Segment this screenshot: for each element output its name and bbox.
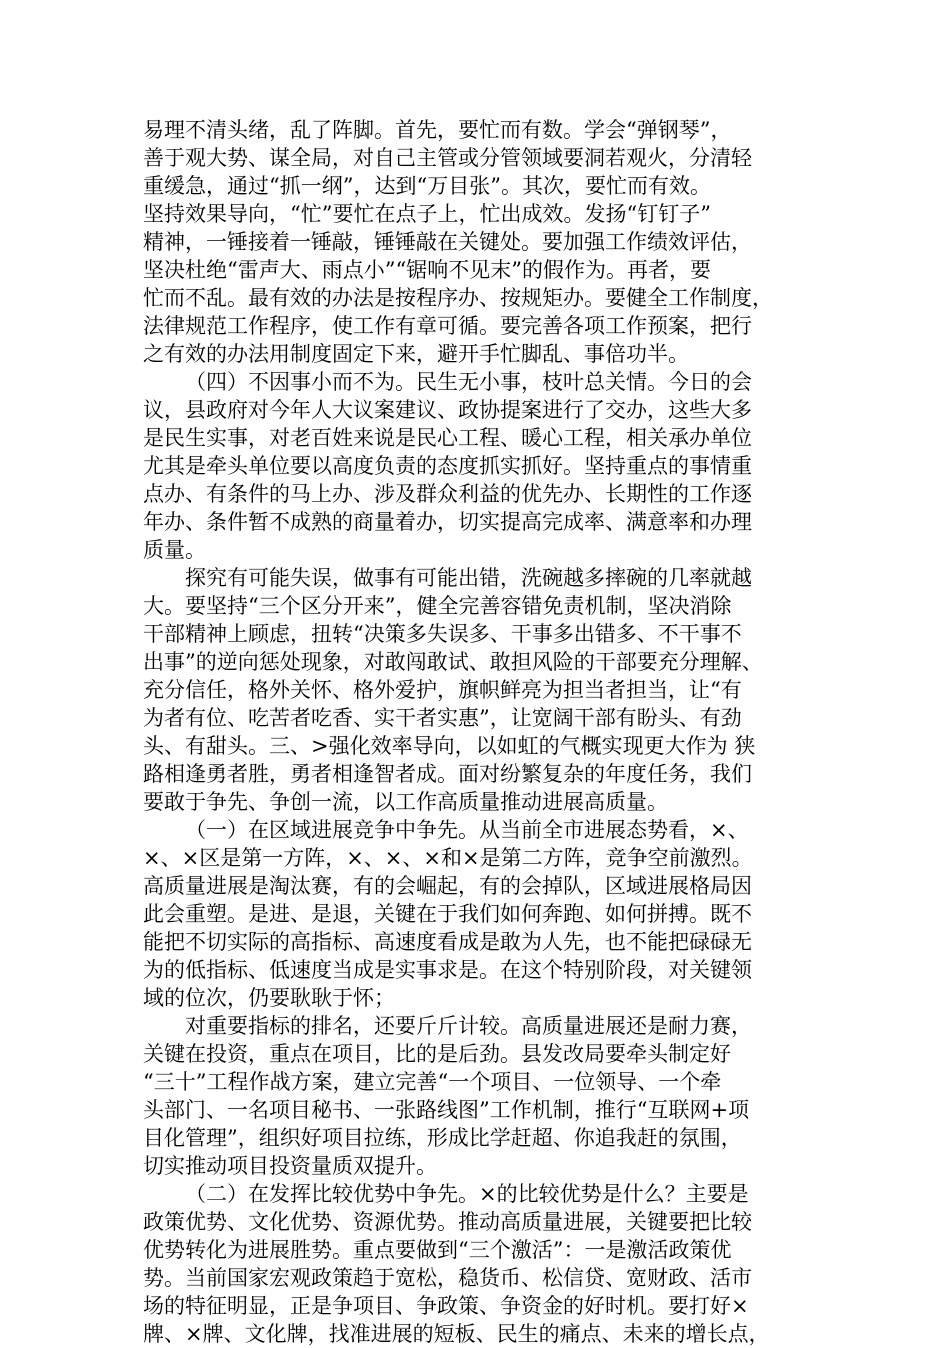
text-line: 重缓急，通过“抓一纲”，达到“万目张”。其次，要忙而有效。 [143,174,711,198]
text-line: 坚持效果导向，“忙”要忙在点子上，忙出成效。发扬“钉钉子” [143,202,711,226]
text-line: 域的位次，仍要耿耿于怀； [143,986,395,1010]
text-line: 年办、条件暂不成熟的商量着办，切实提高完成率、满意率和办理 [143,510,752,534]
text-line: 质量。 [143,538,206,562]
body-text [143,116,833,1348]
text-line: 之有效的办法用制度固定下来，避开手忙脚乱、事倍功半。 [143,342,689,366]
text-line: “三十”工程作战方案，建立完善“一个项目、一位领导、一个牵 [143,1070,722,1094]
text-line: （一）在区域进展竞争中争先。从当前全市进展态势看，×、 [185,818,749,842]
text-line: 势。当前国家宏观政策趋于宽松，稳货币、松信贷、宽财政、活市 [143,1266,752,1290]
text-line: ×、×区是第一方阵，×、×、×和×是第二方阵，竞争空前激烈。 [143,846,753,870]
text-line: 头部门、一名项目秘书、一张路线图”工作机制，推行“互联网+项 [143,1098,750,1122]
text-line: 牌、×牌、文化牌，找准进展的短板、民生的痛点、未来的增长点， [143,1322,770,1346]
text-line: （二）在发挥比较优势中争先。×的比较优势是什么？主要是 [185,1182,749,1206]
text-line: 是民生实事，对老百姓来说是民心工程、暖心工程，相关承办单位 [143,426,752,450]
text-line: 对重要指标的排名，还要斤斤计较。高质量进展还是耐力赛， [185,1014,752,1038]
text-line: 充分信任，格外关怀、格外爱护，旗帜鲜亮为担当者担当，让“有 [143,678,742,702]
text-line: 路相逢勇者胜，勇者相逢智者成。面对纷繁复杂的年度任务，我们 [143,762,752,786]
text-line: 善于观大势、谋全局，对自己主管或分管领域要洞若观火，分清轻 [143,146,752,170]
text-line: 探究有可能失误，做事有可能出错，洗碗越多摔碗的几率就越 [185,566,752,590]
text-line: 坚决杜绝“雷声大、雨点小”“锯响不见末”的假作为。再者，要 [143,258,711,282]
text-line: 此会重塑。是进、是退，关键在于我们如何奔跑、如何拼搏。既不 [143,902,752,926]
text-line: 出事”的逆向惩处现象，对敢闯敢试、敢担风险的干部要充分理解、 [143,650,763,674]
text-line: 大。要坚持“三个区分开来”，健全完善容错免责机制，坚决消除 [143,594,732,618]
text-line: 法律规范工作程序，使工作有章可循。要完善各项工作预案，把行 [143,314,752,338]
text-line: 目化管理”，组织好项目拉练，形成比学赶超、你追我赶的氛围， [143,1126,742,1150]
text-line: 为者有位、吃苦者吃香、实干者实惠”，让宽阔干部有盼头、有劲 [143,706,742,730]
text-line: 议，县政府对今年人大议案建议、政协提案进行了交办，这些大多 [143,398,752,422]
text-line: 尤其是牵头单位要以高度负责的态度抓实抓好。坚持重点的事情重 [143,454,752,478]
text-line: 头、有甜头。三、>强化效率导向，以如虹的气概实现更大作为 狭 [143,734,756,758]
text-line: 高质量进展是淘汰赛，有的会崛起，有的会掉队，区域进展格局因 [143,874,752,898]
text-line: 政策优势、文化优势、资源优势。推动高质量进展，关键要把比较 [143,1210,752,1234]
text-line: 切实推动项目投资量质双提升。 [143,1154,437,1178]
text-line: 要敢于争先、争创一流，以工作高质量推动进展高质量。 [143,790,668,814]
text-line: （四）不因事小而不为。民生无小事，枝叶总关情。今日的会 [185,370,752,394]
text-line: 关键在投资，重点在项目，比的是后劲。县发改局要牵头制定好 [143,1042,731,1066]
text-line: 忙而不乱。最有效的办法是按程序办、按规矩办。要健全工作制度， [143,286,773,310]
text-line: 能把不切实际的高指标、高速度看成是敢为人先，也不能把碌碌无 [143,930,752,954]
text-line: 为的低指标、低速度当成是实事求是。在这个特别阶段，对关键领 [143,958,752,982]
text-line: 点办、有条件的马上办、涉及群众利益的优先办、长期性的工作逐 [143,482,752,506]
text-line: 干部精神上顾虑，扭转“决策多失误多、干事多出错多、不干事不 [143,622,742,646]
text-line: 场的特征明显，正是争项目、争政策、争资金的好时机。要打好× [143,1294,749,1318]
text-line: 精神，一锤接着一锤敲，锤锤敲在关键处。要加强工作绩效评估， [143,230,752,254]
text-line: 优势转化为进展胜势。重点要做到“三个激活”：一是激活政策优 [143,1238,732,1262]
text-line: 易理不清头绪，乱了阵脚。首先，要忙而有数。学会“弹钢琴”， [143,118,732,142]
